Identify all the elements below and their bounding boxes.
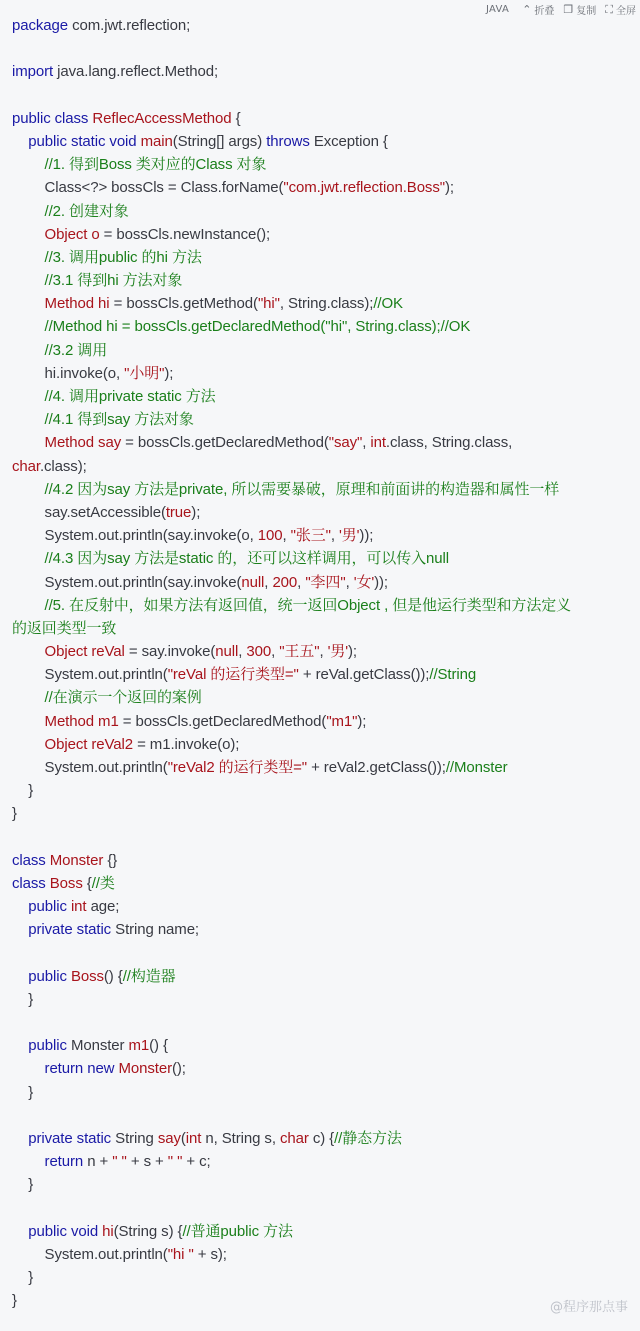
code-token: Boss bbox=[49, 874, 83, 892]
code-token bbox=[12, 481, 45, 498]
code-token: , bbox=[319, 643, 328, 661]
code-token bbox=[12, 226, 45, 243]
code-token: ( bbox=[180, 1130, 186, 1147]
code-line bbox=[12, 292, 640, 315]
code-token: //4.3 因为say 方法是static 的，还可以这样调用，可以传入null bbox=[44, 550, 449, 568]
code-line bbox=[12, 663, 640, 686]
code-token: } bbox=[12, 1083, 34, 1101]
code-token bbox=[12, 272, 45, 289]
code-token: Object o bbox=[44, 225, 100, 243]
code-line bbox=[12, 988, 640, 1011]
code-line bbox=[12, 246, 640, 269]
code-token: , bbox=[238, 643, 247, 661]
code-line bbox=[12, 710, 640, 733]
code-token bbox=[12, 689, 45, 706]
code-token: //4. 调用private static 方法 bbox=[44, 388, 216, 405]
code-token: //静态方法 bbox=[334, 1130, 402, 1147]
code-token bbox=[12, 550, 45, 567]
code-line bbox=[12, 802, 640, 825]
code-token bbox=[12, 434, 45, 451]
code-token: 100 bbox=[257, 527, 283, 545]
code-line bbox=[12, 60, 640, 83]
code-line bbox=[12, 1034, 640, 1057]
code-token: + s); bbox=[193, 1245, 227, 1263]
code-token: 200 bbox=[272, 573, 298, 591]
code-line bbox=[12, 640, 640, 663]
code-token: //2. 创建对象 bbox=[44, 202, 129, 220]
code-token bbox=[12, 318, 45, 335]
code-token: = bossCls.getDeclaredMethod( bbox=[118, 712, 327, 730]
code-token: Method m1 bbox=[44, 712, 119, 730]
code-token: = bossCls.newInstance(); bbox=[99, 225, 271, 243]
code-token: ReflecAccessMethod bbox=[92, 109, 232, 127]
code-token: "王五" bbox=[279, 643, 320, 661]
code-token: private static bbox=[28, 921, 112, 939]
code-token: private static bbox=[28, 1130, 112, 1147]
code-token bbox=[12, 156, 45, 173]
code-token: //类 bbox=[91, 874, 115, 892]
code-token: //3.2 调用 bbox=[44, 341, 108, 359]
code-token: + c; bbox=[182, 1153, 211, 1171]
code-token: Monster bbox=[118, 1060, 172, 1078]
fullscreen-icon: ⛶ bbox=[605, 2, 613, 16]
code-token bbox=[12, 342, 45, 359]
code-token: "张三" bbox=[290, 527, 331, 545]
code-token: '男' bbox=[327, 643, 349, 661]
code-token: "小明" bbox=[124, 364, 165, 382]
code-token: Boss bbox=[70, 967, 104, 985]
code-token: "say" bbox=[328, 434, 363, 452]
code-token: package bbox=[12, 17, 69, 34]
code-token: '男' bbox=[338, 527, 360, 545]
code-token: java.lang.reflect.Method; bbox=[53, 63, 219, 81]
code-token: n, String s, bbox=[201, 1130, 280, 1147]
language-label: JAVA bbox=[485, 4, 510, 15]
code-token bbox=[12, 1130, 28, 1147]
code-token: "hi" bbox=[257, 295, 280, 313]
code-token: Object reVal bbox=[44, 643, 125, 661]
code-token: return bbox=[44, 1153, 84, 1171]
code-line bbox=[12, 1197, 640, 1220]
code-token: "com.jwt.reflection.Boss" bbox=[283, 179, 445, 197]
code-line bbox=[12, 1173, 640, 1196]
code-token: hi.invoke(o, bbox=[12, 364, 125, 382]
code-line bbox=[12, 1057, 640, 1080]
code-token: char bbox=[279, 1130, 309, 1147]
code-block bbox=[12, 14, 640, 1313]
code-line bbox=[12, 686, 640, 709]
code-token: //OK bbox=[373, 295, 403, 313]
code-token: age; bbox=[86, 898, 120, 916]
code-token bbox=[12, 898, 28, 915]
code-token: () { bbox=[103, 967, 123, 985]
code-token: return new bbox=[44, 1060, 115, 1078]
code-line bbox=[12, 594, 640, 617]
code-token: Exception { bbox=[309, 132, 388, 150]
code-line bbox=[12, 455, 640, 478]
code-token: ); bbox=[191, 503, 201, 521]
code-token: public static void bbox=[28, 132, 137, 150]
code-token bbox=[12, 1223, 28, 1240]
code-token: .class, String.class, bbox=[385, 434, 513, 452]
code-token: () { bbox=[149, 1037, 168, 1055]
code-token: //构造器 bbox=[122, 967, 176, 985]
code-token: class bbox=[12, 874, 46, 892]
code-token: System.out.println( bbox=[12, 666, 168, 684]
code-token: String bbox=[111, 1130, 158, 1147]
code-token: //3.1 得到hi 方法对象 bbox=[44, 272, 183, 290]
code-line bbox=[12, 1081, 640, 1104]
code-token: true bbox=[165, 503, 192, 521]
code-line bbox=[12, 315, 640, 338]
code-line bbox=[12, 478, 640, 501]
code-token: //普通public 方法 bbox=[182, 1222, 293, 1240]
code-token: } bbox=[12, 782, 34, 800]
collapse-label: 折叠 bbox=[534, 6, 555, 17]
code-line bbox=[12, 1243, 640, 1266]
code-line bbox=[12, 269, 640, 292]
code-line bbox=[12, 385, 640, 408]
code-line bbox=[12, 733, 640, 756]
copy-icon: ❐ bbox=[563, 3, 574, 16]
code-token: = bossCls.getMethod( bbox=[109, 295, 258, 313]
code-line bbox=[12, 571, 640, 594]
code-token bbox=[12, 295, 45, 312]
code-line bbox=[12, 1266, 640, 1289]
code-token: System.out.println(say.invoke( bbox=[12, 573, 242, 591]
code-line bbox=[12, 756, 640, 779]
code-line bbox=[12, 84, 640, 107]
code-token: int bbox=[370, 434, 386, 452]
code-token: Class<?> bossCls = Class.forName( bbox=[12, 179, 284, 197]
code-token bbox=[12, 1153, 45, 1170]
code-line bbox=[12, 524, 640, 547]
code-token bbox=[12, 133, 28, 150]
code-token: say bbox=[157, 1130, 181, 1147]
watermark-text: @程序那点事 bbox=[549, 1300, 628, 1315]
code-token: )); bbox=[374, 573, 388, 591]
code-line bbox=[12, 1289, 640, 1312]
code-token: //1. 得到Boss 类对应的Class 对象 bbox=[44, 156, 267, 174]
code-line bbox=[12, 408, 640, 431]
code-token: { bbox=[231, 109, 241, 127]
code-token: System.out.println( bbox=[12, 1245, 168, 1263]
code-token bbox=[12, 713, 45, 730]
code-token: + s + bbox=[126, 1153, 168, 1171]
code-token: Monster bbox=[49, 851, 104, 869]
code-token: + reVal2.getClass()); bbox=[307, 759, 446, 776]
code-line bbox=[12, 779, 640, 802]
code-token: = m1.invoke(o); bbox=[133, 735, 240, 753]
code-token bbox=[12, 1037, 28, 1054]
code-token: public bbox=[28, 898, 67, 916]
code-token: //4.2 因为say 方法是private, 所以需要暴破，原理和前面讲的构造器和属性一样 bbox=[44, 480, 560, 498]
code-token: ); bbox=[348, 643, 357, 661]
code-line bbox=[12, 617, 640, 640]
code-line bbox=[12, 200, 640, 223]
code-token: public class bbox=[12, 109, 89, 127]
code-token: 的返回类型一致 bbox=[12, 619, 117, 637]
code-line bbox=[12, 501, 640, 524]
code-token: public void bbox=[28, 1222, 99, 1240]
code-line bbox=[12, 1127, 640, 1150]
code-line bbox=[12, 942, 640, 965]
code-line bbox=[12, 826, 640, 849]
code-token: , String.class); bbox=[279, 295, 374, 313]
code-token: "reVal2 的运行类型=" bbox=[167, 759, 308, 776]
code-line bbox=[12, 37, 640, 60]
code-token: , bbox=[345, 573, 354, 591]
code-token: " " bbox=[112, 1153, 127, 1171]
code-token: , bbox=[282, 527, 291, 545]
code-token: } bbox=[12, 1292, 17, 1310]
code-token: c) { bbox=[308, 1130, 335, 1147]
code-token bbox=[12, 249, 45, 266]
chevron-up-icon: ⌃ bbox=[522, 3, 532, 16]
code-token: , bbox=[264, 573, 273, 591]
fullscreen-label: 全屏 bbox=[616, 6, 636, 17]
code-token: + reVal.getClass()); bbox=[298, 666, 430, 684]
code-token: ); bbox=[444, 179, 454, 197]
code-token: //5. 在反射中，如果方法有返回值，统一返回Object , 但是他运行类型和方法定义 bbox=[44, 596, 572, 614]
code-token: } bbox=[12, 805, 17, 823]
code-line bbox=[12, 895, 640, 918]
code-token: String name; bbox=[111, 921, 200, 939]
code-token: null bbox=[241, 573, 265, 591]
code-token bbox=[12, 736, 45, 753]
code-token: System.out.println( bbox=[12, 759, 168, 776]
code-token: , bbox=[330, 527, 339, 545]
code-token: "李四" bbox=[305, 573, 346, 591]
code-token: hi bbox=[102, 1222, 114, 1240]
code-token: (String[] args) bbox=[172, 132, 267, 150]
code-token: say.setAccessible( bbox=[12, 503, 166, 521]
code-token: int bbox=[185, 1130, 202, 1147]
code-token: Object reVal2 bbox=[44, 735, 134, 753]
code-line bbox=[12, 130, 640, 153]
code-token bbox=[12, 968, 28, 985]
code-token: m1 bbox=[128, 1037, 150, 1055]
code-token: (); bbox=[172, 1060, 186, 1078]
code-line bbox=[12, 872, 640, 895]
code-line bbox=[12, 1011, 640, 1034]
code-token bbox=[12, 388, 45, 405]
code-token: int bbox=[70, 898, 87, 916]
code-token: = bossCls.getDeclaredMethod( bbox=[121, 434, 329, 452]
code-token: (String s) { bbox=[113, 1222, 183, 1240]
code-token: //Monster bbox=[445, 759, 508, 776]
code-token: 300 bbox=[246, 643, 272, 661]
code-token: = say.invoke( bbox=[124, 643, 216, 661]
code-token: //Method hi = bossCls.getDeclaredMethod("hi", String.class);//OK bbox=[44, 318, 471, 336]
code-token: Method say bbox=[44, 434, 122, 452]
code-token: .class); bbox=[39, 457, 87, 475]
code-token: )); bbox=[359, 527, 374, 545]
code-token: ); bbox=[357, 712, 367, 730]
code-token: null bbox=[215, 643, 239, 661]
code-line bbox=[12, 918, 640, 941]
code-token bbox=[12, 921, 28, 938]
code-token: //3. 调用public 的hi 方法 bbox=[44, 248, 202, 266]
code-token bbox=[12, 203, 45, 220]
code-token: } bbox=[12, 1176, 34, 1194]
code-token: main bbox=[140, 132, 173, 150]
watermark bbox=[550, 1296, 628, 1315]
code-line bbox=[12, 965, 640, 988]
code-line bbox=[12, 14, 640, 37]
code-line bbox=[12, 362, 640, 385]
code-token bbox=[12, 1060, 45, 1077]
code-token: System.out.println(say.invoke(o, bbox=[12, 527, 258, 545]
code-token: public bbox=[28, 1037, 67, 1055]
copy-label: 复制 bbox=[576, 6, 597, 17]
code-token: '女' bbox=[353, 573, 375, 591]
code-token: , bbox=[362, 434, 371, 452]
code-token: throws bbox=[266, 132, 310, 150]
code-line bbox=[12, 339, 640, 362]
code-token: {} bbox=[103, 851, 118, 869]
code-token: //4.1 得到say 方法对象 bbox=[44, 411, 194, 429]
code-token: Method hi bbox=[44, 295, 110, 313]
code-token: Monster bbox=[66, 1037, 129, 1055]
code-token: //在演示一个返回的案例 bbox=[44, 689, 202, 707]
code-line bbox=[12, 1150, 640, 1173]
code-line bbox=[12, 176, 640, 199]
code-line bbox=[12, 153, 640, 176]
code-token: class bbox=[12, 851, 46, 869]
code-token: } bbox=[12, 990, 34, 1008]
code-token: ); bbox=[164, 364, 174, 382]
code-token: n + bbox=[83, 1153, 113, 1171]
code-line bbox=[12, 1104, 640, 1127]
code-line bbox=[12, 849, 640, 872]
code-token: import bbox=[12, 63, 54, 81]
code-token: } bbox=[12, 1269, 34, 1287]
code-token: , bbox=[297, 573, 306, 591]
code-token bbox=[12, 643, 45, 660]
code-token: //String bbox=[429, 666, 477, 684]
code-line bbox=[12, 431, 640, 454]
code-token: , bbox=[271, 643, 280, 661]
code-token: com.jwt.reflection; bbox=[68, 17, 191, 34]
code-token: " " bbox=[167, 1153, 183, 1171]
code-token: "hi " bbox=[167, 1245, 194, 1263]
code-line bbox=[12, 1220, 640, 1243]
code-token bbox=[12, 411, 45, 428]
code-token: public bbox=[28, 967, 67, 985]
code-token bbox=[12, 597, 45, 614]
code-line bbox=[12, 223, 640, 246]
code-token: "m1" bbox=[326, 712, 358, 730]
code-line bbox=[12, 107, 640, 130]
code-token: char bbox=[12, 457, 40, 475]
code-line bbox=[12, 547, 640, 570]
code-token: "reVal 的运行类型=" bbox=[167, 666, 299, 684]
code-token: { bbox=[82, 874, 92, 892]
